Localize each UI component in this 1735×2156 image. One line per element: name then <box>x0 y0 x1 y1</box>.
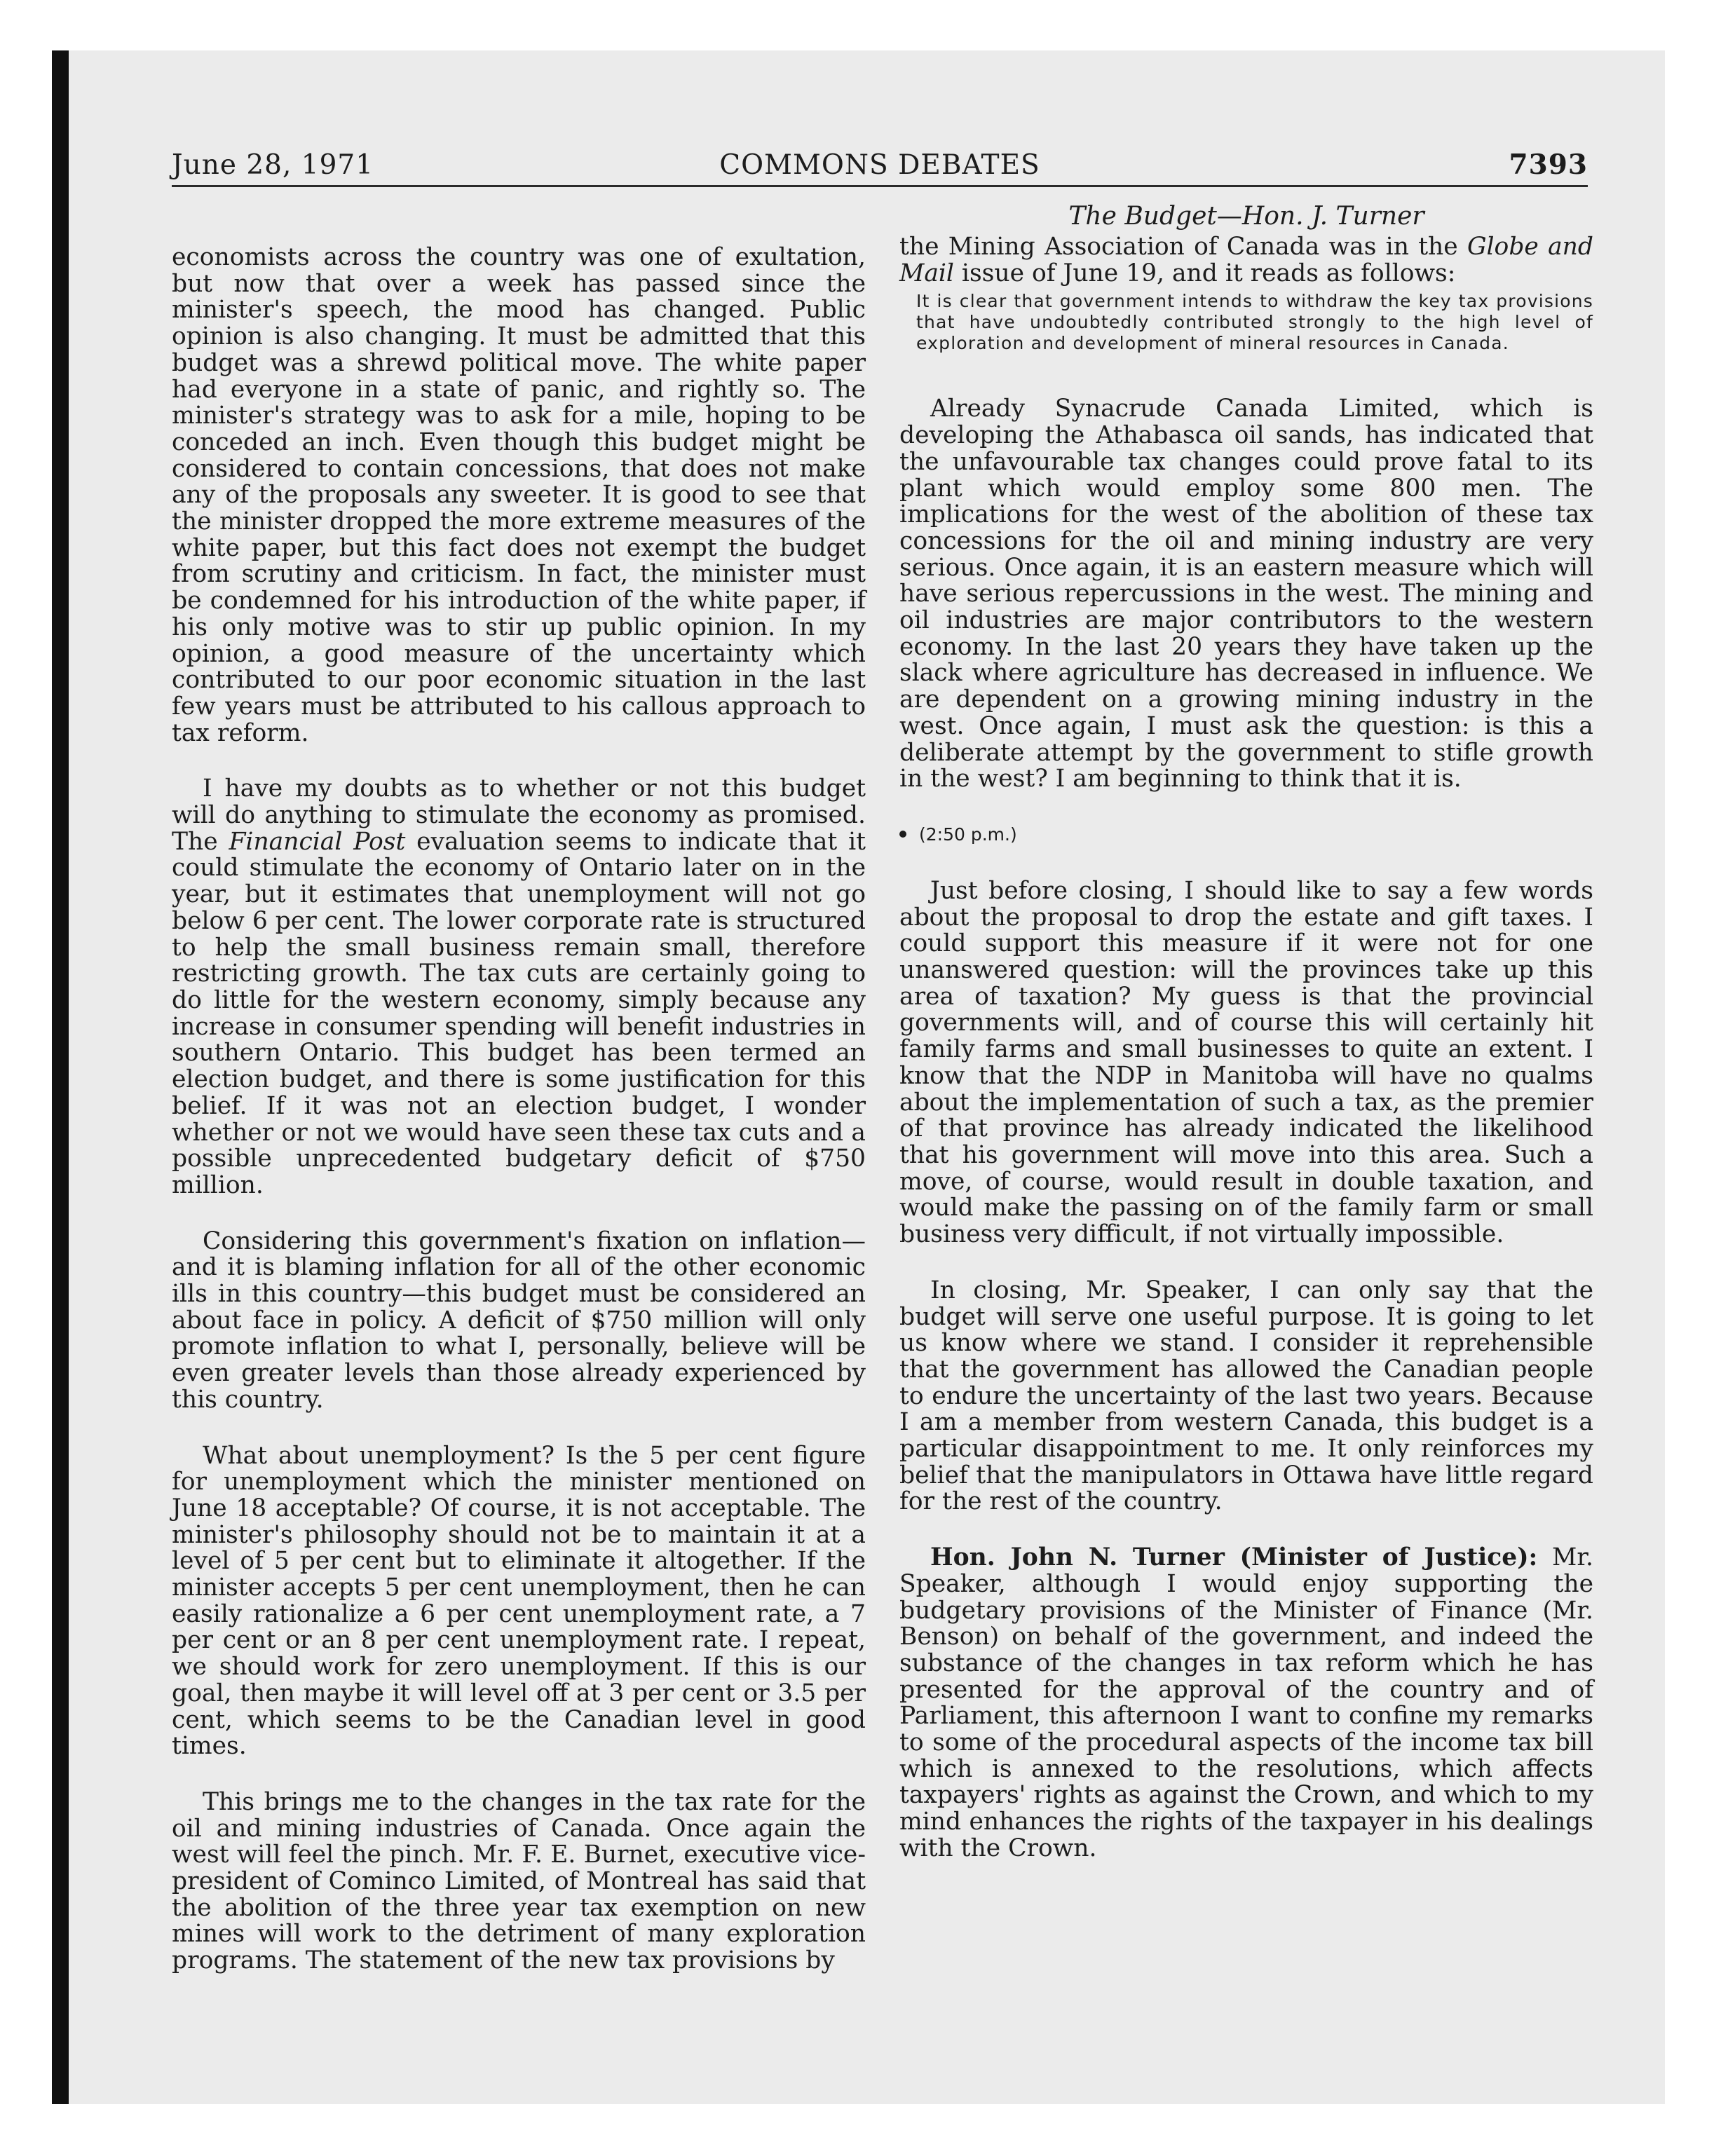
page-header <box>172 147 1588 187</box>
publication-title: Financial Post <box>229 827 406 856</box>
running-head: The Budget—Hon. J. Turner <box>1068 202 1424 231</box>
paragraph: What about unemployment? Is the 5 per cent figure for unemployment which the minister mentioned on June 18 acceptable? Of course, it is not acceptable. The minister's philosophy should not be to maintain it at a level of 5 per cent but to eliminate it altogether. If the minister accepts 5 per cent unemployment, then he can easily rationalize a 6 per cent unemployment rate, a 7 per cent or an 8 per cent unemployment rate. I repeat, we should work for zero unemployment. If this is our goal, then maybe it will level off at 3 per cent or 3.5 per cent, which seems to be the Canadian level in good times. <box>172 1441 866 1761</box>
header-page-number: 7393 <box>1509 149 1588 181</box>
header-date: June 28, 1971 <box>172 149 374 181</box>
speaker-name: Hon. John N. Turner (Minister of Justice): <box>930 1543 1538 1572</box>
paragraph: Hon. John N. Turner (Minister of Justice): Mr. Speaker, although I would enjoy supporting the budgetary provisions of the Minister of Finance (Mr. Benson) on behalf of the government, and indeed the substance of the changes in tax reform which he has presented for the approval of the country and of Parliament, this afternoon I want to confine my remarks to some of the procedural aspects of the income tax bill which is annexed to the resolutions, which affects taxpayers' rights as against the Crown, and which to my mind enhances the rights of the taxpayer in his dealings with the Crown. <box>899 1543 1593 1862</box>
paragraph: the Mining Association of Canada was in the Globe and Mail issue of June 19, and it reads as follows: <box>899 233 1593 287</box>
header-title: COMMONS DEBATES <box>719 149 1040 181</box>
scan-border <box>52 50 69 2104</box>
paragraph: Considering this government's fixation on inflation—and it is blaming inflation for all of the other economic ills in this country—this budget must be considered an about face in policy. A deficit of $750 million will only promote inflation to what I, personally, believe will be even greater levels than those already experienced by this country. <box>172 1227 866 1414</box>
timestamp <box>899 822 1593 847</box>
paragraph: Just before closing, I should like to say a few words about the proposal to drop the estate and gift taxes. I could support this measure if it were not for one unanswered question: will the provinces take up this area of taxation? My guess is that the provincial governments will, and of course this will certainly hit family farms and small businesses to quite an extent. I know that the NDP in Manitoba will have no qualms about the implementation of such a tax, as the premier of that province has already indicated the likelihood that his government will move into this area. Such a move, of course, would result in double taxation, and would make the passing on of the family farm or small business very difficult, if not virtually impossible. <box>899 876 1593 1249</box>
paragraph: economists across the country was one of exultation, but now that over a week has passed since the minister's speech, the mood has changed. Public opinion is also changing. It must be admitted that this budget was a shrewd political move. The white paper had everyone in a state of panic, and rightly so. The minister's strategy was to ask for a mile, hoping to be conceded an inch. Even though this budget might be considered to contain concessions, that does not make any of the proposals any sweeter. It is good to see that the minister dropped the more extreme measures of the white paper, but this fact does not exempt the budget from scrutiny and criticism. In fact, the minister must be condemned for his introduction of the white paper, if his only motive was to stir up public opinion. In my opinion, a good measure of the uncertainty which contributed to our poor economic situation in the last few years must be attributed to his callous approach to tax reform. <box>172 243 866 747</box>
left-column <box>172 203 866 2004</box>
paragraph: In closing, Mr. Speaker, I can only say that the budget will serve one useful purpose. It is going to let us know where we stand. I consider it reprehensible that the government has allowed the Canadian people to endure the uncertainty of the last two years. Because I am a member from western Canada, this budget is a particular disappointment to me. It only reinforces my belief that the manipulators in Ottawa have little regard for the rest of the country. <box>899 1276 1593 1516</box>
paragraph: This brings me to the changes in the tax rate for the oil and mining industries of Canada. Once again the west will feel the pinch. Mr. F. E. Burnet, executive vice-president of Cominco Limited, of Montreal has said that the abolition of the three year tax exemption on new mines will work to the detriment of many exploration programs. The statement of the new tax provisions by <box>172 1787 866 1975</box>
paragraph: I have my doubts as to whether or not this budget will do anything to stimulate the economy as promised. The Financial Post evaluation seems to indicate that it could stimulate the economy of Ontario later on in the year, but it estimates that unemployment will not go below 6 per cent. The lower corporate rate is structured to help the small business remain small, therefore restricting growth. The tax cuts are certainly going to do little for the western economy, simply because any increase in consumer spending will benefit industries in southern Ontario. This budget has been termed an election budget, and there is some justification for this belief. If it was not an election budget, I wonder whether or not we would have seen these tax cuts and a possible unprecedented budgetary deficit of $750 million. <box>172 775 866 1199</box>
bullet-icon <box>899 831 906 838</box>
block-quote: It is clear that government intends to withdraw the key tax provisions that have undoubtedly contributed strongly to the high level of exploration and development of mineral resources in Canada. <box>916 291 1593 354</box>
timestamp-text: (2:50 p.m.) <box>919 824 1017 845</box>
publication-title: Globe and Mail <box>899 233 1593 287</box>
right-column <box>899 203 1593 1892</box>
paragraph: Already Synacrude Canada Limited, which is developing the Athabasca oil sands, has indicated that the unfavourable tax changes could prove fatal to its plant which would employ some 800 men. The implications for the west of the abolition of these tax concessions for the oil and mining industry are very serious. Once again, it is an eastern measure which will have serious repercussions in the west. The mining and oil industries are major contributors to the western economy. In the last 20 years they have taken up the slack where agriculture has decreased in influence. We are dependent on a growing mining industry in the west. Once again, I must ask the question: is this a deliberate attempt by the government to stifle growth in the west? I am beginning to think that it is. <box>899 395 1593 793</box>
